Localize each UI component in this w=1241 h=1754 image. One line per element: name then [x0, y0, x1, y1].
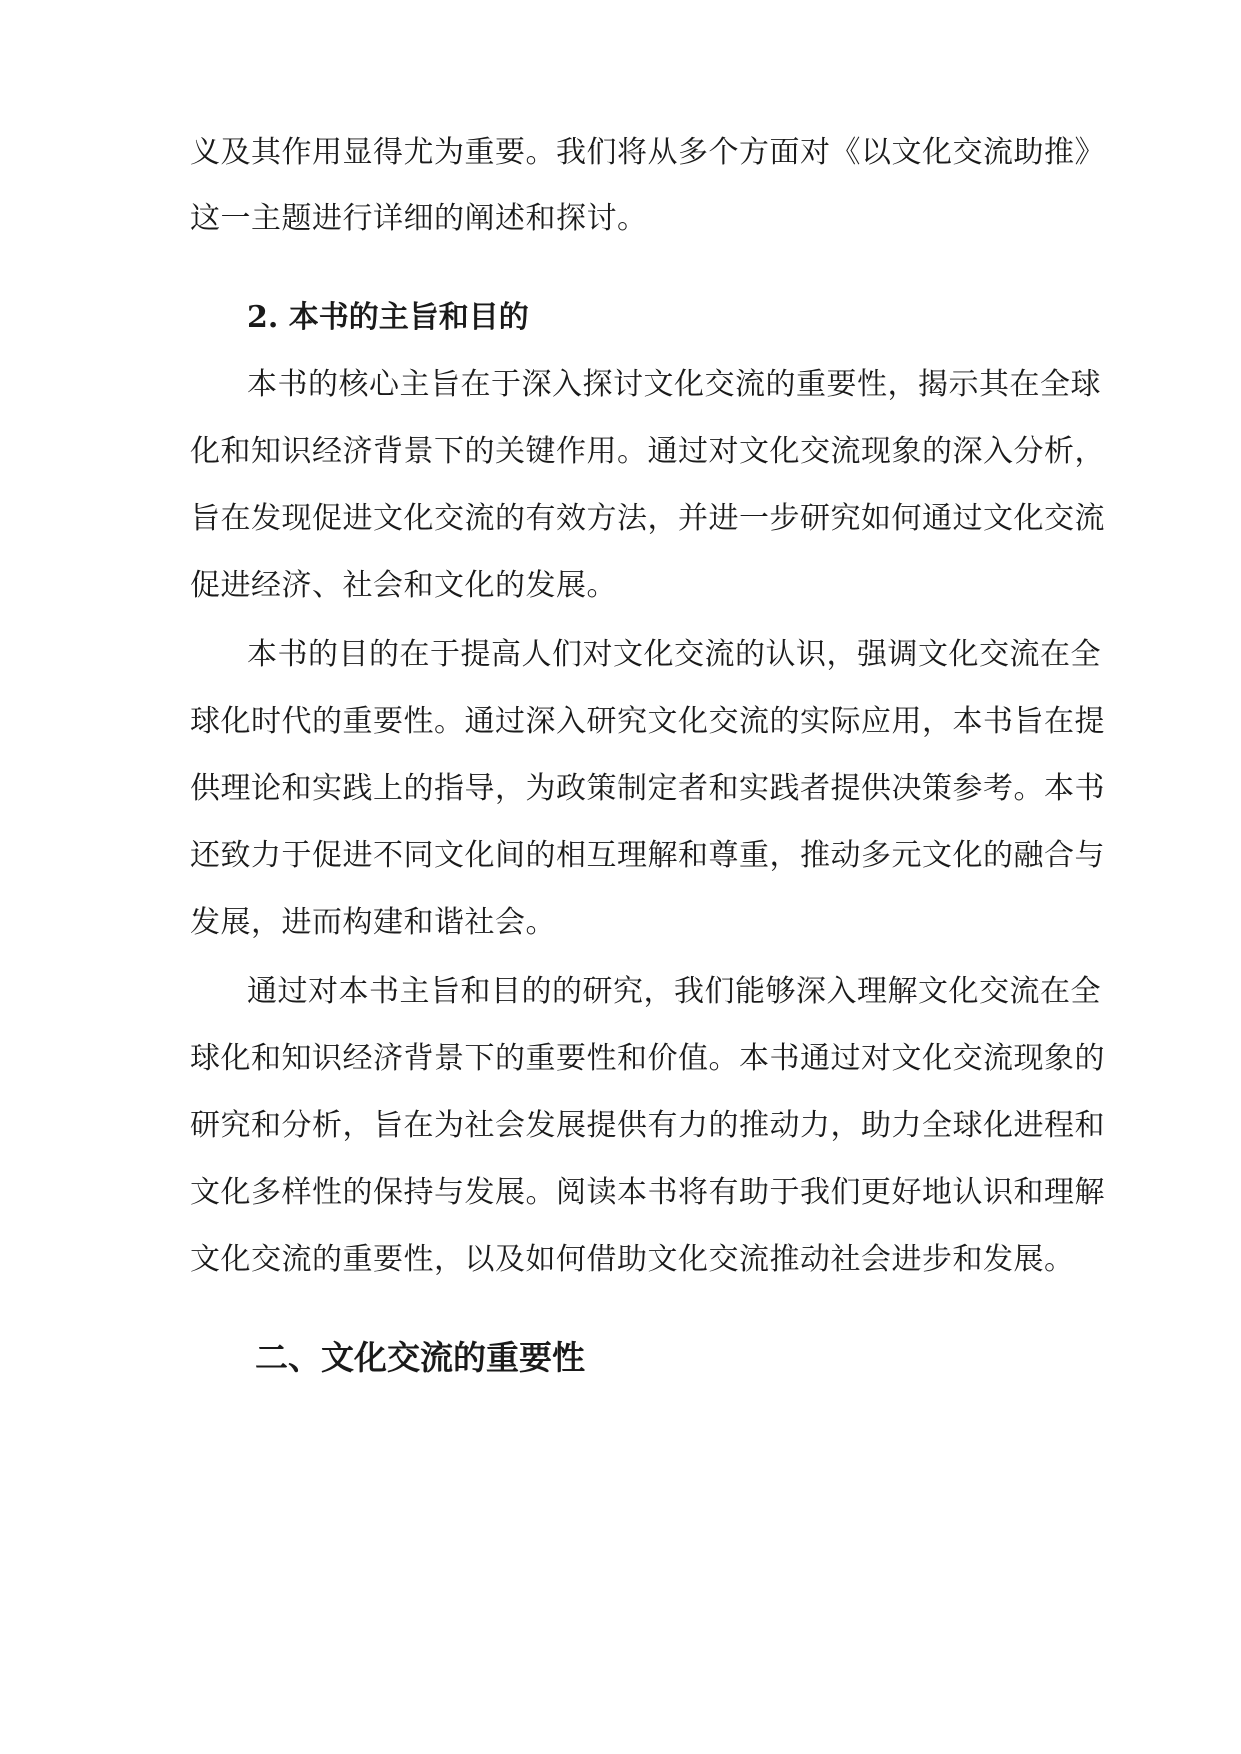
intro-line-2: 这一主题进行详细的阐述和探讨。 [190, 201, 648, 236]
chapter-heading: 二、文化交流的重要性 [255, 1338, 585, 1377]
paragraph2-line-4: 还致力于促进不同文化间的相互理解和尊重，推动多元文化的融合与 [190, 838, 1105, 873]
paragraph2-line-3: 供理论和实践上的指导，为政策制定者和实践者提供决策参考。本书 [190, 771, 1105, 806]
paragraph3-line-4: 文化多样性的保持与发展。阅读本书将有助于我们更好地认识和理解 [190, 1175, 1105, 1210]
paragraph3-line-3: 研究和分析，旨在为社会发展提供有力的推动力，助力全球化进程和 [190, 1108, 1105, 1143]
paragraph2-line-2: 球化时代的重要性。通过深入研究文化交流的实际应用，本书旨在提 [190, 704, 1105, 739]
paragraph2-line-1: 本书的目的在于提高人们对文化交流的认识，强调文化交流在全 [247, 637, 1101, 672]
section-heading: 2. 本书的主旨和目的 [247, 300, 529, 335]
paragraph2-line-5: 发展，进而构建和谐社会。 [190, 905, 556, 940]
paragraph1-line-3: 旨在发现促进文化交流的有效方法，并进一步研究如何通过文化交流 [190, 501, 1105, 536]
paragraph1-line-1: 本书的核心主旨在于深入探讨文化交流的重要性，揭示其在全球 [247, 367, 1101, 402]
paragraph3-line-5: 文化交流的重要性，以及如何借助文化交流推动社会进步和发展。 [190, 1242, 1075, 1277]
paragraph3-line-2: 球化和知识经济背景下的重要性和价值。本书通过对文化交流现象的 [190, 1041, 1105, 1076]
paragraph1-line-4: 促进经济、社会和文化的发展。 [190, 568, 617, 603]
intro-line-1: 义及其作用显得尤为重要。我们将从多个方面对《以文化交流助推》 [190, 135, 1105, 170]
paragraph3-line-1: 通过对本书主旨和目的的研究，我们能够深入理解文化交流在全 [247, 974, 1101, 1009]
paragraph1-line-2: 化和知识经济背景下的关键作用。通过对文化交流现象的深入分析， [190, 434, 1105, 469]
